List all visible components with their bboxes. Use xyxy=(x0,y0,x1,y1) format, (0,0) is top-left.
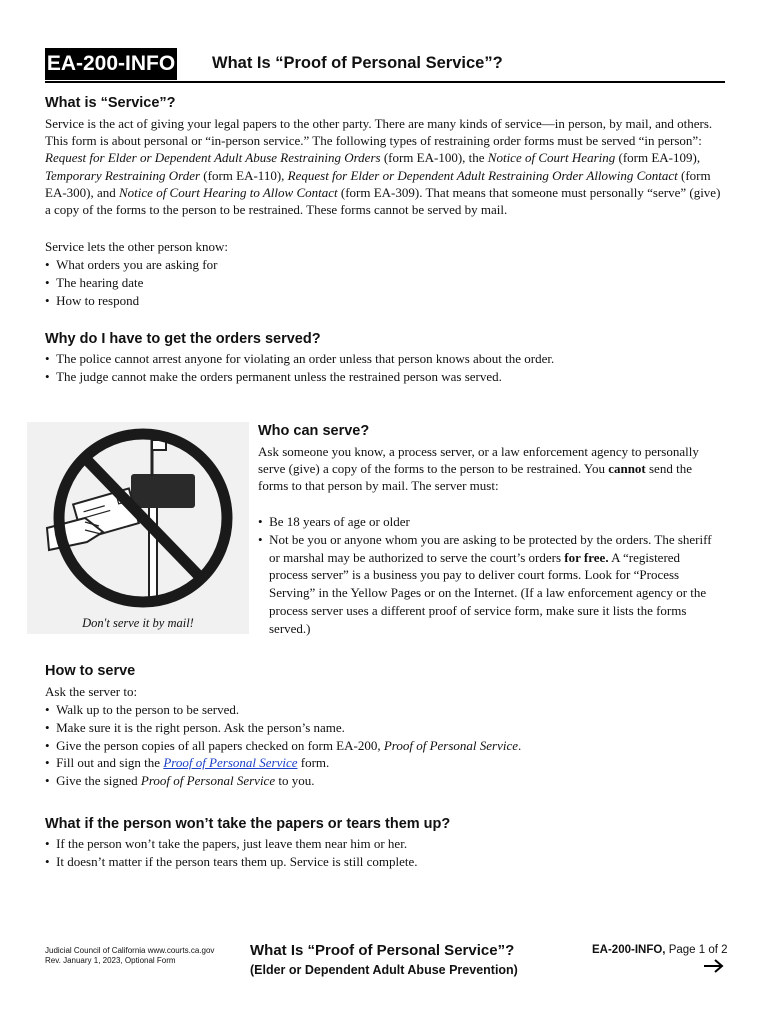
service-paragraph: Service is the act of giving your legal papers to the other party. There are many kinds of service—in person, by mail, and others. This form is about personal or “in-person service.” The following types of restraining order forms must be served “in person”: Request for Elder or Dependent Adult Abuse Restraining Orders (form EA-100), the Notice of Court Hearing (form EA-109), Temporary Restraining Order (form EA-110), Request for Elder or Dependent Adult Restraining Order Allowing Contact (form EA-300), and Notice of Court Hearing to Allow Contact (form EA-309). That means that someone must personally “serve” (give) a copy of the forms to the person to be restrained. These forms cannot be served by mail. xyxy=(45,116,721,218)
how-intro: Ask the server to: xyxy=(45,684,138,699)
page-number: Page 1 of 2 xyxy=(668,944,728,956)
heading-how-to-serve: How to serve xyxy=(45,663,136,679)
footer-revision: Rev. January 1, 2023, Optional Form xyxy=(45,956,176,965)
footer-council: Judicial Council of California www.courts.ca.gov xyxy=(45,946,215,955)
service-bullet-list xyxy=(45,256,217,309)
list-item: • The judge cannot make the orders permanent unless the restrained person was served. xyxy=(45,368,725,386)
list-item: • Fill out and sign the Proof of Personal Service form. xyxy=(45,754,725,772)
form-id-badge: EA-200-INFO xyxy=(45,48,177,80)
list-item: • Not be you or anyone whom you are asking to be protected by the orders. The sheriff or marshal may be authorized to serve the court’s orders for free. A “registered process server” is a business you pay to deliver court forms. Look for “Process Serving” in the Yellow Pages or on the Internet. (If a law enforcement agency or the process server uses a different proof of service form, make sure it lists the forms served.) xyxy=(258,531,720,638)
list-item: • Make sure it is the right person. Ask the person’s name. xyxy=(45,719,725,737)
list-item: • Give the person copies of all papers checked on form EA-200, Proof of Personal Service. xyxy=(45,737,725,755)
list-item: • If the person won’t take the papers, just leave them near him or her. xyxy=(45,835,725,853)
heading-what-is-service: What is “Service”? xyxy=(45,95,176,111)
who-bullet-list xyxy=(258,513,720,638)
why-bullet-list xyxy=(45,350,725,386)
header-divider xyxy=(45,81,725,83)
list-item: • It doesn’t matter if the person tears them up. Service is still complete. xyxy=(45,853,725,871)
page-title: What Is “Proof of Personal Service”? xyxy=(212,54,503,72)
list-item: • Walk up to the person to be served. xyxy=(45,701,725,719)
footer-page-info xyxy=(592,944,728,956)
list-item: • The police cannot arrest anyone for violating an order unless that person knows about the order. xyxy=(45,350,725,368)
footer-title: What Is “Proof of Personal Service”? xyxy=(250,942,515,959)
proof-of-service-link[interactable]: Proof of Personal Service xyxy=(163,755,298,771)
footer-source xyxy=(45,946,214,966)
no-mail-icon xyxy=(27,422,249,612)
image-caption: Don't serve it by mail! xyxy=(82,616,194,630)
heading-why-served: Why do I have to get the orders served? xyxy=(45,331,321,347)
service-lets-know: Service lets the other person know: xyxy=(45,239,229,254)
heading-wont-take-papers: What if the person won’t take the papers or tears them up? xyxy=(45,816,451,832)
no-mail-illustration xyxy=(27,422,249,634)
list-item: • Give the signed Proof of Personal Service to you. xyxy=(45,772,725,790)
refuse-bullet-list xyxy=(45,835,725,871)
page-header xyxy=(45,48,725,82)
footer-subtitle: (Elder or Dependent Adult Abuse Prevention) xyxy=(250,963,518,977)
list-item: • How to respond xyxy=(45,292,217,310)
footer-form-id: EA-200-INFO, xyxy=(592,944,666,956)
list-item: • The hearing date xyxy=(45,274,217,292)
heading-who-can-serve: Who can serve? xyxy=(258,423,370,439)
list-item: • Be 18 years of age or older xyxy=(258,513,720,531)
arrow-right-icon[interactable] xyxy=(703,958,725,974)
list-item: • What orders you are asking for xyxy=(45,256,217,274)
how-bullet-list xyxy=(45,701,725,790)
who-paragraph: Ask someone you know, a process server, or a law enforcement agency to personally serve (give) a copy of the forms to the person to be restrained. You cannot send the forms to that person by mail. The server must: xyxy=(258,444,699,494)
